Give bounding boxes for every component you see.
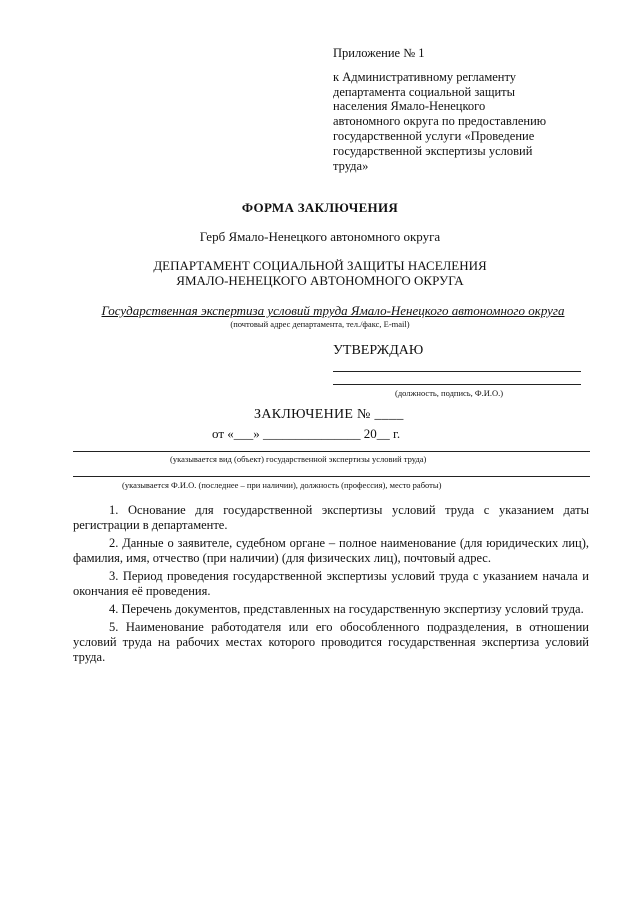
person-line xyxy=(73,476,590,477)
appendix-line: труда» xyxy=(333,158,369,173)
organization-note: (почтовый адрес департамента, тел./факс, E-mail) xyxy=(230,319,410,329)
appendix-line: государственной услуги «Проведение xyxy=(333,128,535,143)
appendix-line: автономного округа по предоставлению xyxy=(333,114,547,129)
appendix-line: к Административному регламенту xyxy=(333,69,517,84)
organization-name: Государственная экспертиза условий труда Ямало-Ненецкого автономного округа xyxy=(101,303,565,318)
appendix-line: государственной экспертизы условий xyxy=(333,143,533,158)
conclusion-title: ЗАКЛЮЧЕНИЕ № ____ xyxy=(254,407,404,422)
department-line: ДЕПАРТАМЕНТ СОЦИАЛЬНОЙ ЗАЩИТЫ НАСЕЛЕНИЯ xyxy=(153,258,487,273)
approval-note: (должность, подпись, Ф.И.О.) xyxy=(395,388,504,398)
department-name xyxy=(0,258,640,288)
appendix-block xyxy=(333,46,603,173)
list-item: 5. Наименование работодателя или его обособленного подразделения, в отношении условий труда на рабочих местах которого проводится государственная экспертиза условий труда. xyxy=(73,620,589,664)
list-item: 3. Период проведения государственной экспертизы условий труда с указанием начала и окончания её проведения. xyxy=(73,569,589,598)
form-title: ФОРМА ЗАКЛЮЧЕНИЯ xyxy=(241,200,399,215)
list-item: 4. Перечень документов, представленных на государственную экспертизу условий труда. xyxy=(109,602,584,616)
object-note: (указывается вид (объект) государственной экспертизы условий труда) xyxy=(170,454,427,464)
department-line: ЯМАЛО-НЕНЕЦКОГО АВТОНОМНОГО ОКРУГА xyxy=(176,273,464,288)
approval-line xyxy=(333,384,581,385)
appendix-number: Приложение № 1 xyxy=(333,46,425,60)
approval-line xyxy=(333,371,581,372)
person-note: (указывается Ф.И.О. (последнее – при наличии), должность (профессия), место работы) xyxy=(122,480,442,490)
list-item: 2. Данные о заявителе, судебном органе – полное наименование (для юридических лиц), фамилия, имя, отчество (при наличии) (для физических лиц), почтовый адрес. xyxy=(73,536,589,565)
appendix-line: населения Ямало-Ненецкого xyxy=(333,99,486,114)
coat-of-arms-caption: Герб Ямало-Ненецкого автономного округа xyxy=(199,229,441,244)
object-line xyxy=(73,451,590,452)
approval-label: УТВЕРЖДАЮ xyxy=(333,343,424,358)
appendix-line: департамента социальной защиты xyxy=(333,84,516,99)
list-item: 1. Основание для государственной экспертизы условий труда с указанием даты регистрации в департаменте. xyxy=(73,503,589,532)
conclusion-items xyxy=(73,503,589,668)
conclusion-date: от «___» _______________ 20__ г. xyxy=(212,426,401,441)
